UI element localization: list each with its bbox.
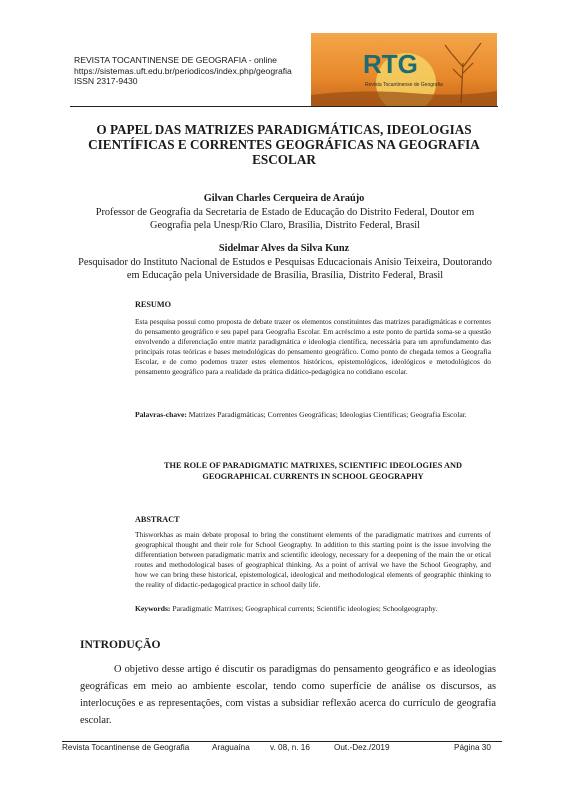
english-title: THE ROLE OF PARADIGMATIC MATRIXES, SCIENTIFIC IDEOLOGIES AND GEOGRAPHICAL CURRENTS IN SCHOOL GEOGRAPHY: [164, 461, 462, 482]
author-affiliation-1: Professor de Geografia da Secretaria de Estado de Educação do Distrito Federal, Doutor em Geografia pela Unesp/Rio Claro, Brasília, Distrito Federal, Brasil: [95, 207, 475, 232]
journal-issn: ISSN 2317-9430: [74, 76, 138, 87]
article-title: O PAPEL DAS MATRIZES PARADIGMÁTICAS, IDEOLOGIAS CIENTÍFICAS E CORRENTES GEOGRÁFICAS NA GEOGRAFIA ESCOLAR: [88, 122, 480, 168]
journal-logo: [311, 33, 497, 106]
abstract-keywords: [135, 604, 491, 614]
journal-name: REVISTA TOCANTINENSE DE GEOGRAFIA - online: [74, 55, 277, 65]
footer-volume: v. 08, n. 16: [270, 743, 310, 752]
abstract-keywords-label: Keywords:: [135, 604, 171, 613]
journal-url[interactable]: https://sistemas.uft.edu.br/periodicos/index.php/geografia: [74, 65, 292, 76]
intro-paragraph: O objetivo desse artigo é discutir os paradigmas do pensamento geográfico e as ideologias geográficas em meio ao ambiente escolar, tendo como superfície de análise os discursos, as interlocuções e as representações, com vistas a subsidiar reflexão acerca do currículo de geografia escolar.: [80, 664, 496, 726]
footer-journal: Revista Tocantinense de Geografia: [62, 743, 190, 752]
footer-city: Araguaína: [212, 743, 250, 752]
resumo-text: Esta pesquisa possui como proposta de debate trazer os elementos constituintes das matrizes paradigmáticas e correntes do pensamento geográfico e seu papel para Geografia Escolar. Em acréscimo a este ponto de partida soma-se a questão envolvendo a diferenciação entre matriz paradigmática e ideologia científica, necessária para um aprofundamento das principais rotas teóricas e bases metodológicas do pensamento geográfico. Como ponto de chegada temos a Geografia Escolar, e de como podemos trazer estes elementos históricos, epistemológicos, ideológicos e metodológicos do pensamento geográfico para a realidade da prática didático-pedagógica no cotidiano escolar.: [135, 317, 491, 376]
abstract-text: Thisworkhas as main debate proposal to bring the constituent elements of the paradigmatic matrixes and currents of geographical thought and their role for School Geography. In addition to this starting point is the issue involving the differentiation between paradigmatic matrix and scientific ideology, necessary for a deepening of the main the or etical routes and methodological bases of geographical thinking. As a point of arrival we have the School Geography, and how we can bring these historical, epistemological, ideological and methodological elements of geographic thinking to the reality of didactic-pedagogical practice in school daily life.: [135, 530, 491, 589]
rtg-logo-image: [311, 33, 497, 106]
footer-page: Página 30: [454, 743, 491, 752]
author-affiliation-2: Pesquisador do Instituto Nacional de Estudos e Pesquisas Educacionais Anísio Teixeira, Doutorando em Educação pela Universidade de Brasília, Brasília, Distrito Federal, Brasil: [78, 257, 492, 282]
abstract-heading: ABSTRACT: [135, 515, 180, 524]
resumo-keywords-label: Palavras-chave:: [135, 410, 187, 419]
logo-subtitle: Revista Tocantinense de Geografia: [365, 82, 443, 88]
footer-divider: [62, 741, 502, 742]
logo-text: RTG: [363, 49, 418, 79]
intro-heading: INTRODUÇÃO: [80, 638, 161, 651]
resumo-heading: RESUMO: [135, 300, 171, 309]
journal-header: [74, 55, 292, 87]
author-name-2: Sidelmar Alves da Silva Kunz: [218, 243, 350, 254]
abstract-keywords-list: Paradigmatic Matrixes; Geographical currents; Scientific ideologies; Schoolgeography.: [172, 604, 438, 613]
footer-period: Out.-Dez./2019: [334, 743, 390, 752]
resumo-keywords-list: Matrizes Paradigmáticas; Correntes Geográficas; Ideologias Científicas; Geografia Escolar.: [188, 410, 467, 419]
resumo-keywords: [135, 410, 491, 420]
author-name-1: Gilvan Charles Cerqueira de Araújo: [203, 193, 365, 204]
header-divider: [70, 106, 498, 107]
